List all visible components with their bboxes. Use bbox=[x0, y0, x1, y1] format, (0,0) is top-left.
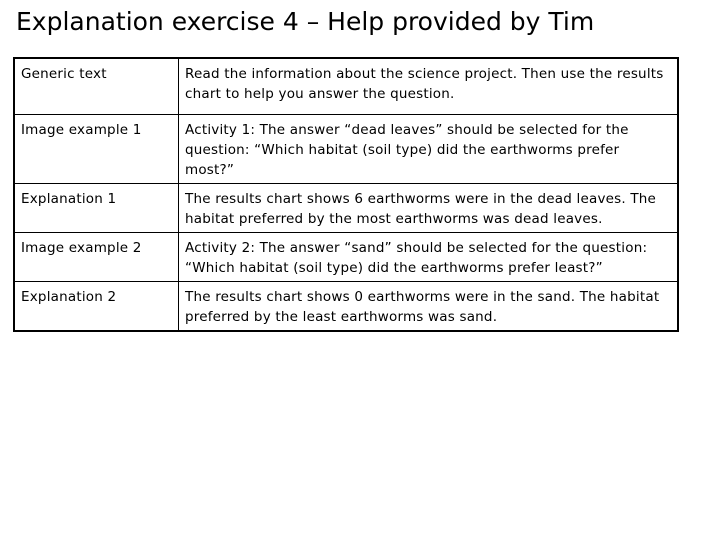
row-content: The results chart shows 6 earthworms were in the dead leaves. The habitat preferred by the most earthworms was dead leaves. bbox=[179, 184, 679, 233]
table-row-image-example-2 bbox=[14, 233, 678, 282]
row-content: The results chart shows 0 earthworms were in the sand. The habitat preferred by the least earthworms was sand. bbox=[179, 282, 679, 332]
page-title: Explanation exercise 4 – Help provided by Tim bbox=[16, 7, 595, 36]
row-label: Image example 2 bbox=[14, 233, 179, 282]
row-content: Activity 1: The answer “dead leaves” should be selected for the question: “Which habitat (soil type) did the earthworms prefer most?” bbox=[179, 115, 679, 184]
table-row-image-example-1 bbox=[14, 115, 678, 184]
row-content: Read the information about the science project. Then use the results chart to help you answer the question. bbox=[179, 58, 679, 115]
row-label: Explanation 2 bbox=[14, 282, 179, 332]
table-row-explanation-2 bbox=[14, 282, 678, 332]
row-label: Explanation 1 bbox=[14, 184, 179, 233]
row-content: Activity 2: The answer “sand” should be selected for the question: “Which habitat (soil type) did the earthworms prefer least?” bbox=[179, 233, 679, 282]
table-row-explanation-1 bbox=[14, 184, 678, 233]
table-row-generic-text bbox=[14, 58, 678, 115]
row-label: Generic text bbox=[14, 58, 179, 115]
row-label: Image example 1 bbox=[14, 115, 179, 184]
help-table bbox=[13, 57, 679, 332]
